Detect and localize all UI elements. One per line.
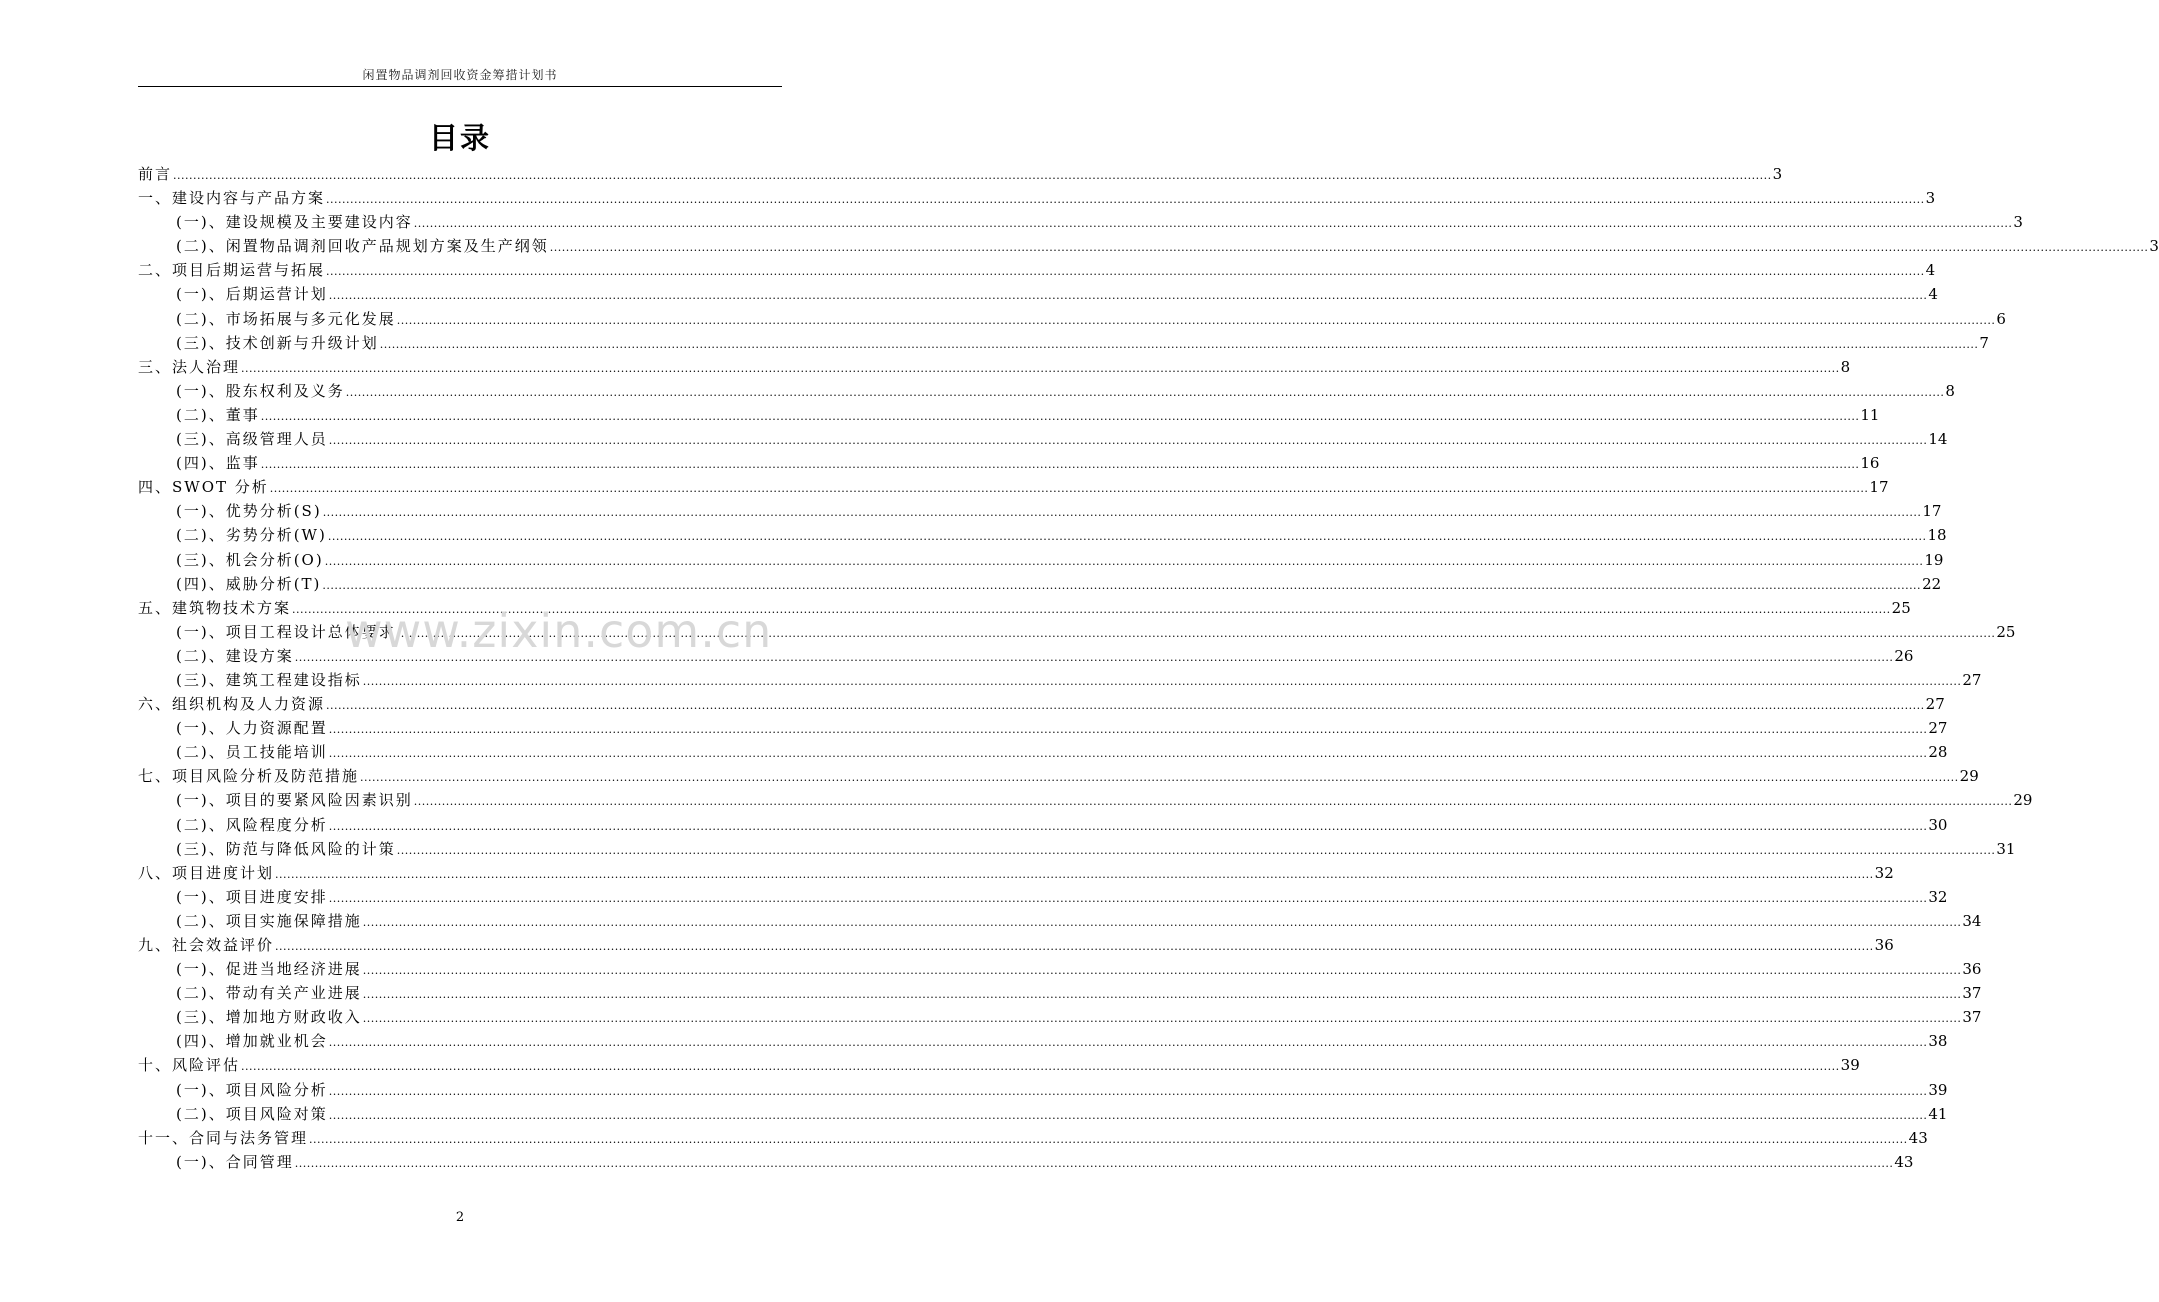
dot-leader: ................................................................................................................................................................................................................................................................................................................................................................................................................ xyxy=(275,867,1874,881)
toc-entry-label: (一)、项目工程设计总体要求 xyxy=(176,622,396,641)
toc-entry[interactable] xyxy=(138,523,1947,547)
dot-leader: ................................................................................................................................................................................................................................................................................................................................................................................................................ xyxy=(413,795,2013,809)
toc-entry[interactable] xyxy=(138,258,1936,282)
toc-entry-label: 一、建设内容与产品方案 xyxy=(138,189,326,208)
toc-entry-label: (一)、股东权利及义务 xyxy=(176,381,345,400)
toc-entry-label: (二)、市场拓展与多元化发展 xyxy=(176,309,396,328)
dot-leader: ................................................................................................................................................................................................................................................................................................................................................................................................................ xyxy=(173,169,1772,182)
toc-entry-label: (二)、闲置物品调剂回收产品规划方案及生产纲领 xyxy=(176,237,549,256)
toc-entry-page: 18 xyxy=(1927,526,1947,545)
toc-entry-label: (三)、防范与降低风险的计策 xyxy=(176,839,396,858)
toc-entry[interactable] xyxy=(138,548,1944,572)
toc-entry-label: 十、风险评估 xyxy=(138,1056,241,1075)
dot-leader: ................................................................................................................................................................................................................................................................................................................................................................................................................ xyxy=(362,915,1962,929)
toc-entry-page: 29 xyxy=(1959,767,1979,786)
dot-leader: ................................................................................................................................................................................................................................................................................................................................................................................................................ xyxy=(260,409,1860,423)
toc-entry[interactable] xyxy=(138,981,1982,1005)
dot-leader: ................................................................................................................................................................................................................................................................................................................................................................................................................ xyxy=(260,458,1860,472)
toc-entry-page: 25 xyxy=(1891,598,1911,617)
toc-entry-page: 3 xyxy=(1925,189,1936,208)
toc-entry-page: 4 xyxy=(1925,261,1936,280)
dot-leader: ................................................................................................................................................................................................................................................................................................................................................................................................................ xyxy=(362,964,1962,978)
dot-leader: ................................................................................................................................................................................................................................................................................................................................................................................................................ xyxy=(294,1156,1894,1170)
dot-leader: ................................................................................................................................................................................................................................................................................................................................................................................................................ xyxy=(362,1012,1962,1026)
toc-entry[interactable] xyxy=(138,475,1889,499)
toc-entry-label: 八、项目进度计划 xyxy=(138,863,275,882)
toc-entry-label: (四)、监事 xyxy=(176,454,260,473)
toc-entry-page: 41 xyxy=(1928,1104,1948,1123)
dot-leader: ................................................................................................................................................................................................................................................................................................................................................................................................................ xyxy=(327,530,1927,544)
toc-entry-page: 8 xyxy=(1840,357,1851,376)
toc-entry-page: 4 xyxy=(1928,285,1938,304)
toc-entry-page: 43 xyxy=(1894,1152,1914,1171)
dot-leader: ................................................................................................................................................................................................................................................................................................................................................................................................................ xyxy=(326,265,1925,279)
toc-entry-label: (一)、项目风险分析 xyxy=(176,1080,328,1099)
toc-entry-label: 十一、合同与法务管理 xyxy=(138,1128,309,1147)
dot-leader: ................................................................................................................................................................................................................................................................................................................................................................................................................ xyxy=(322,506,1922,520)
toc-entry[interactable] xyxy=(138,813,1948,837)
toc-entry-label: (三)、机会分析(O) xyxy=(176,550,324,569)
dot-leader: ................................................................................................................................................................................................................................................................................................................................................................................................................ xyxy=(379,337,1979,351)
toc-entry-label: 四、SWOT 分析 xyxy=(138,478,269,497)
toc-entry-label: 二、项目后期运营与拓展 xyxy=(138,261,326,280)
toc-entry-page: 39 xyxy=(1928,1080,1948,1099)
dot-leader: ................................................................................................................................................................................................................................................................................................................................................................................................................ xyxy=(328,723,1928,737)
toc-entry-page: 32 xyxy=(1874,863,1894,882)
dot-leader: ................................................................................................................................................................................................................................................................................................................................................................................................................ xyxy=(328,819,1928,833)
toc-entry-label: (三)、建筑工程建设指标 xyxy=(176,670,362,689)
toc-entry-label: (二)、董事 xyxy=(176,405,260,424)
toc-entry-page: 27 xyxy=(1925,695,1945,714)
toc-entry-label: 前言 xyxy=(138,165,173,183)
toc-entry-page: 30 xyxy=(1928,815,1948,834)
toc-entry-label: 五、建筑物技术方案 xyxy=(138,598,292,617)
dot-leader: ................................................................................................................................................................................................................................................................................................................................................................................................................ xyxy=(322,578,1922,592)
dot-leader: ................................................................................................................................................................................................................................................................................................................................................................................................................ xyxy=(241,1060,1840,1074)
watermark: www.zixin.com.cn xyxy=(345,604,773,658)
toc-entry[interactable] xyxy=(138,186,1936,210)
toc-entry[interactable] xyxy=(138,307,2006,331)
toc-entry[interactable] xyxy=(138,355,1851,379)
toc-entry[interactable] xyxy=(138,957,1982,981)
dot-leader: ................................................................................................................................................................................................................................................................................................................................................................................................................ xyxy=(328,891,1928,905)
dot-leader: ................................................................................................................................................................................................................................................................................................................................................................................................................ xyxy=(309,1132,1908,1146)
toc-entry[interactable] xyxy=(138,331,1989,355)
toc-entry-page: 3 xyxy=(2013,213,2023,232)
toc-entry[interactable] xyxy=(138,379,1955,403)
toc-entry[interactable] xyxy=(138,1078,1948,1102)
toc-entry[interactable] xyxy=(138,451,1880,475)
toc-entry-page: 8 xyxy=(1945,381,1955,400)
dot-leader: ................................................................................................................................................................................................................................................................................................................................................................................................................ xyxy=(275,940,1874,953)
toc-entry-page: 39 xyxy=(1840,1056,1860,1075)
toc-entry-label: (一)、建设规模及主要建设内容 xyxy=(176,213,413,232)
toc-entry[interactable] xyxy=(138,909,1982,933)
toc-entry[interactable] xyxy=(138,1053,1860,1077)
toc-entry[interactable] xyxy=(138,162,1783,186)
toc-entry-page: 37 xyxy=(1962,984,1982,1003)
toc-entry-label: 七、项目风险分析及防范措施 xyxy=(138,767,360,786)
dot-leader: ................................................................................................................................................................................................................................................................................................................................................................................................................ xyxy=(345,385,1945,399)
toc-entry-page: 27 xyxy=(1928,719,1948,738)
header-rule xyxy=(138,86,782,87)
dot-leader: ................................................................................................................................................................................................................................................................................................................................................................................................................ xyxy=(328,1108,1928,1122)
toc-entry[interactable] xyxy=(138,620,2016,644)
toc-entry-page: 37 xyxy=(1962,1008,1982,1027)
toc-entry[interactable] xyxy=(138,234,2159,258)
toc-entry[interactable] xyxy=(138,644,1914,668)
page-number: 2 xyxy=(455,1210,465,1225)
running-header: 闲置物品调剂回收资金筹措计划书 xyxy=(362,68,558,82)
toc-entry[interactable] xyxy=(138,837,2016,861)
toc-entry[interactable] xyxy=(138,596,1911,620)
toc-entry-page: 36 xyxy=(1874,936,1894,954)
dot-leader: ................................................................................................................................................................................................................................................................................................................................................................................................................ xyxy=(328,289,1928,303)
toc-entry-label: 九、社会效益评价 xyxy=(138,936,275,954)
toc-entry[interactable] xyxy=(138,861,1894,885)
toc-entry-label: 三、法人治理 xyxy=(138,357,241,376)
toc-entry-label: (一)、项目进度安排 xyxy=(176,887,328,906)
dot-leader: ................................................................................................................................................................................................................................................................................................................................................................................................................ xyxy=(413,217,2013,231)
toc-entry-page: 11 xyxy=(1860,405,1880,424)
toc-entry[interactable] xyxy=(138,1126,1928,1150)
toc-entry[interactable] xyxy=(138,572,1942,596)
toc-entry[interactable] xyxy=(138,716,1948,740)
toc-entry-page: 7 xyxy=(1979,333,1989,352)
dot-leader: ................................................................................................................................................................................................................................................................................................................................................................................................................ xyxy=(294,650,1894,664)
table-of-contents xyxy=(138,162,2159,1174)
dot-leader: ................................................................................................................................................................................................................................................................................................................................................................................................................ xyxy=(360,771,1959,785)
toc-entry-label: (一)、优势分析(S) xyxy=(176,502,322,521)
toc-entry-label: (一)、人力资源配置 xyxy=(176,719,328,738)
dot-leader: ................................................................................................................................................................................................................................................................................................................................................................................................................ xyxy=(324,554,1924,568)
toc-entry-page: 22 xyxy=(1922,574,1942,593)
toc-entry[interactable] xyxy=(138,1029,1948,1053)
toc-entry[interactable] xyxy=(138,403,1880,427)
toc-entry[interactable] xyxy=(138,210,2023,234)
toc-entry[interactable] xyxy=(138,1005,1982,1029)
toc-entry-page: 14 xyxy=(1928,430,1948,449)
dot-leader: ................................................................................................................................................................................................................................................................................................................................................................................................................ xyxy=(292,602,1891,616)
toc-entry-page: 3 xyxy=(2149,237,2159,256)
toc-entry-page: 6 xyxy=(1996,309,2006,328)
toc-entry-page: 34 xyxy=(1962,911,1982,930)
toc-entry-page: 36 xyxy=(1962,960,1982,979)
dot-leader: ................................................................................................................................................................................................................................................................................................................................................................................................................ xyxy=(362,674,1962,688)
dot-leader: ................................................................................................................................................................................................................................................................................................................................................................................................................ xyxy=(328,747,1928,761)
toc-entry-label: (一)、后期运营计划 xyxy=(176,285,328,304)
toc-entry-page: 26 xyxy=(1894,646,1914,665)
dot-leader: ................................................................................................................................................................................................................................................................................................................................................................................................................ xyxy=(328,434,1928,448)
dot-leader: ................................................................................................................................................................................................................................................................................................................................................................................................................ xyxy=(328,1036,1928,1050)
toc-entry-label: (一)、合同管理 xyxy=(176,1152,294,1171)
toc-entry-page: 31 xyxy=(1996,839,2016,858)
toc-entry-label: (二)、带动有关产业进展 xyxy=(176,984,362,1003)
toc-entry-label: (一)、项目的要紧风险因素识别 xyxy=(176,791,413,810)
dot-leader: ................................................................................................................................................................................................................................................................................................................................................................................................................ xyxy=(396,313,1996,327)
toc-entry[interactable] xyxy=(138,282,1938,306)
toc-entry-label: (三)、增加地方财政收入 xyxy=(176,1008,362,1027)
dot-leader: ................................................................................................................................................................................................................................................................................................................................................................................................................ xyxy=(326,699,1925,713)
toc-entry-label: (二)、员工技能培训 xyxy=(176,743,328,762)
toc-entry-label: (二)、建设方案 xyxy=(176,646,294,665)
toc-entry-label: 六、组织机构及人力资源 xyxy=(138,695,326,714)
toc-entry[interactable] xyxy=(138,788,2033,812)
toc-entry-page: 19 xyxy=(1924,550,1944,569)
toc-entry-label: (四)、增加就业机会 xyxy=(176,1032,328,1051)
toc-entry-page: 17 xyxy=(1922,502,1942,521)
toc-entry-label: (二)、劣势分析(W) xyxy=(176,526,327,545)
toc-entry-page: 29 xyxy=(2013,791,2033,810)
toc-entry-label: (二)、风险程度分析 xyxy=(176,815,328,834)
dot-leader: ................................................................................................................................................................................................................................................................................................................................................................................................................ xyxy=(328,1084,1928,1098)
toc-entry-label: (二)、项目实施保障措施 xyxy=(176,911,362,930)
toc-entry-page: 27 xyxy=(1962,670,1982,689)
toc-entry-page: 43 xyxy=(1908,1128,1928,1147)
toc-entry-label: (三)、高级管理人员 xyxy=(176,430,328,449)
toc-entry-page: 17 xyxy=(1869,478,1889,497)
toc-title: 目录 xyxy=(428,121,491,155)
dot-leader: ................................................................................................................................................................................................................................................................................................................................................................................................................ xyxy=(241,361,1840,375)
toc-entry[interactable] xyxy=(138,764,1979,788)
dot-leader: ................................................................................................................................................................................................................................................................................................................................................................................................................ xyxy=(549,241,2149,255)
toc-entry[interactable] xyxy=(138,1150,1914,1174)
toc-entry-page: 38 xyxy=(1928,1032,1948,1051)
dot-leader: ................................................................................................................................................................................................................................................................................................................................................................................................................ xyxy=(396,626,1996,640)
toc-entry-page: 32 xyxy=(1928,887,1948,906)
toc-entry[interactable] xyxy=(138,933,1894,957)
toc-entry-page: 3 xyxy=(1772,165,1783,183)
toc-entry-label: (三)、技术创新与升级计划 xyxy=(176,333,379,352)
toc-entry-page: 28 xyxy=(1928,743,1948,762)
toc-entry-label: (二)、项目风险对策 xyxy=(176,1104,328,1123)
dot-leader: ................................................................................................................................................................................................................................................................................................................................................................................................................ xyxy=(362,988,1962,1002)
toc-entry-label: (一)、促进当地经济进展 xyxy=(176,960,362,979)
toc-entry[interactable] xyxy=(138,1102,1948,1126)
dot-leader: ................................................................................................................................................................................................................................................................................................................................................................................................................ xyxy=(396,843,1996,857)
toc-entry[interactable] xyxy=(138,740,1948,764)
toc-entry[interactable] xyxy=(138,668,1982,692)
dot-leader: ................................................................................................................................................................................................................................................................................................................................................................................................................ xyxy=(326,193,1925,207)
dot-leader: ................................................................................................................................................................................................................................................................................................................................................................................................................ xyxy=(269,482,1869,496)
toc-entry[interactable] xyxy=(138,692,1945,716)
toc-entry[interactable] xyxy=(138,885,1948,909)
toc-entry-page: 25 xyxy=(1996,622,2016,641)
toc-entry[interactable] xyxy=(138,499,1942,523)
toc-entry-label: (四)、威胁分析(T) xyxy=(176,574,322,593)
toc-entry[interactable] xyxy=(138,427,1948,451)
toc-entry-page: 16 xyxy=(1860,454,1880,473)
